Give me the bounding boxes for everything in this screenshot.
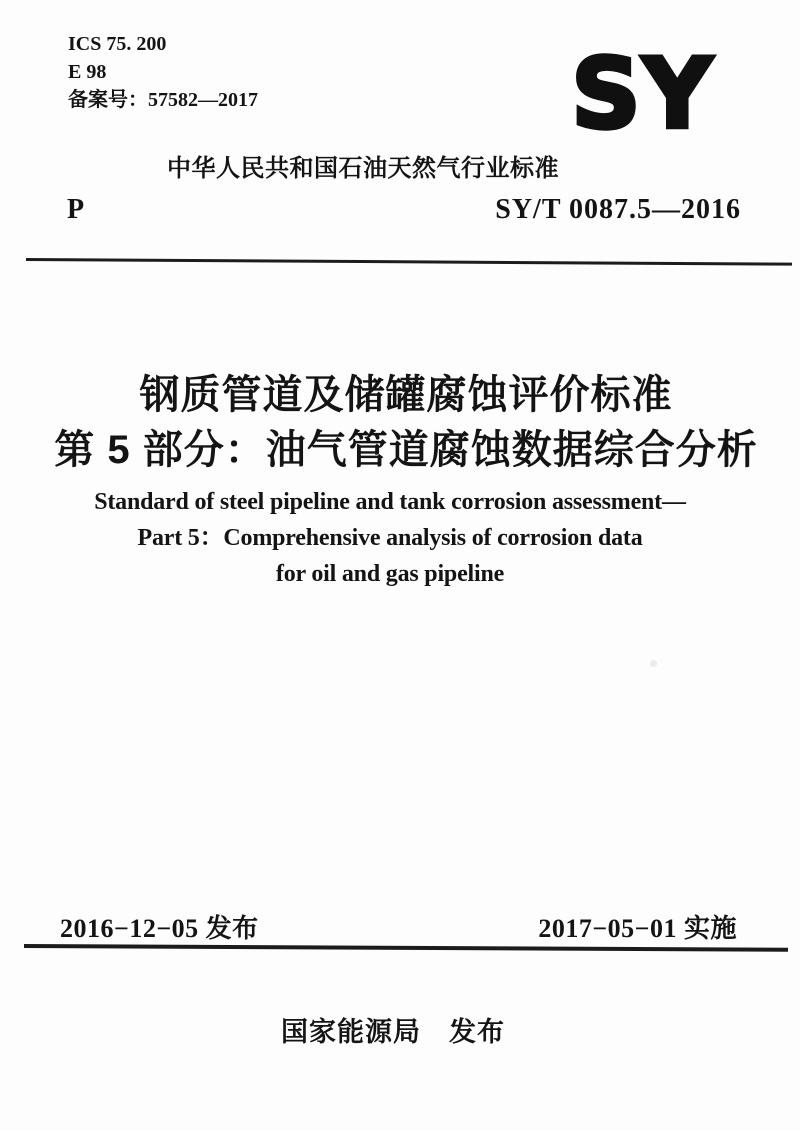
title-chinese-line1: 钢质管道及储罐腐蚀评价标准 xyxy=(139,373,673,417)
doc-class-code: E 98 xyxy=(68,61,107,83)
scan-artifact-dot xyxy=(650,660,657,667)
standard-number: SY/T 0087.5—2016 xyxy=(495,194,741,225)
publisher: 国家能源局 发布 xyxy=(281,1017,505,1047)
implement-date: 2017−05−01 实施 xyxy=(538,914,737,943)
doc-letter: P xyxy=(67,194,85,225)
sy-logo: SY xyxy=(571,38,714,150)
title-chinese xyxy=(6,368,800,478)
title-english-line1: Standard of steel pipeline and tank corrosion assessment— xyxy=(94,489,686,515)
standard-type-heading: 中华人民共和国石油天然气行业标准 xyxy=(167,155,559,182)
title-chinese-line2: 第 5 部分：油气管道腐蚀数据综合分析 xyxy=(54,428,758,472)
title-english-line3: for oil and gas pipeline xyxy=(275,561,505,587)
footer-rule xyxy=(24,944,788,951)
record-number: 备案号：57582—2017 xyxy=(68,89,258,111)
header-rule xyxy=(26,258,792,266)
issue-date: 2016−12−05 发布 xyxy=(60,914,259,943)
title-english xyxy=(0,484,780,592)
ics-code: ICS 75. 200 xyxy=(68,33,167,55)
title-english-line2: Part 5：Comprehensive analysis of corrosion data xyxy=(137,525,643,551)
meta-block xyxy=(68,30,258,114)
